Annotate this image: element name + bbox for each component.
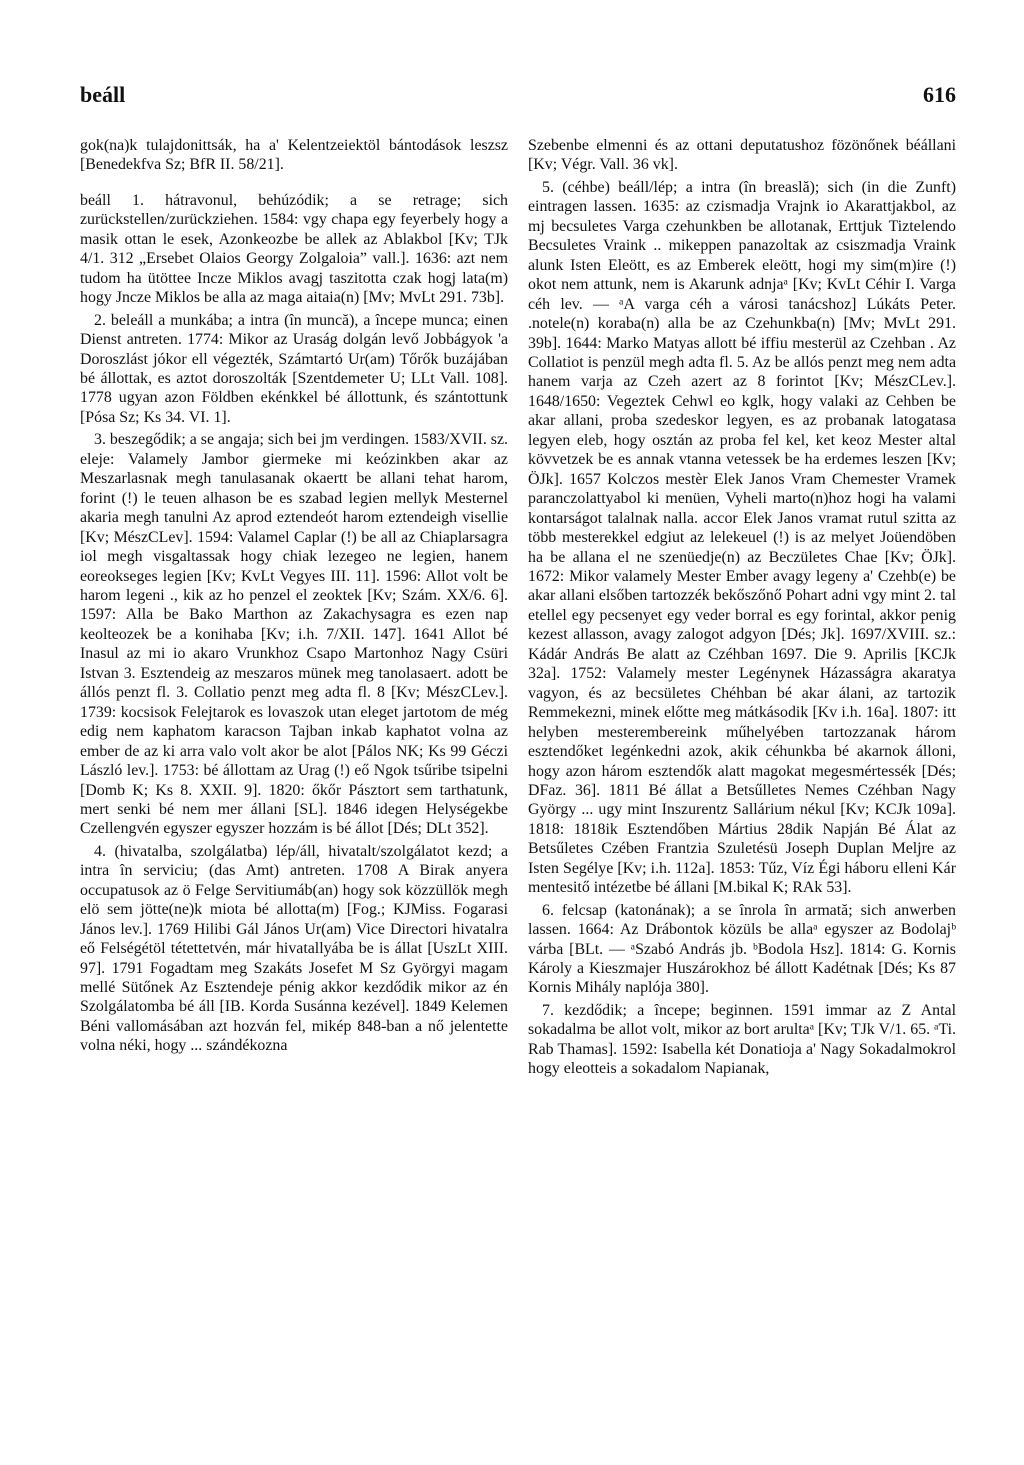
- left-column: [80, 136, 508, 1056]
- entry-paragraph: beáll 1. hátravonul, behúzódik; a se retrage; sich zurückstellen/zurückziehen. 1584: vgy chapa egy feyerbely hogy a masik ottan le esek, Azonkeozbe be allek az Ablakbol [Kv; TJk 4/1. 312 „Ersebet Olaios Georgy Zolgaloia” vall.]. 1636: azt nem tudom ha ütöttee Incze Miklos avagj taszitotta czak hogj lata(m) hogy Jncze Miklos be alla az maga aitaia(n) [Mv; MvLt 291. 73b].: [80, 191, 508, 307]
- sense-paragraph: 5. (céhbe) beáll/lép; a intra (în breaslă); sich (in die Zunft) eintragen lassen. 1635: az czismadja Vrajnk io Akarattjakbol, az mj becsuletes Varga czehunkben be allotanak, Erttjuk Tiztelendo Becsuletes Vraink .. mikeppen panazoltak az csiszmadja Vraink alunk Isten Eleött, es az Emberek eleött, hogi my sim(m)ire (!) okot nem attunk, nem is Akarunk adnjaᵃ [Kv; KvLt Céhir I. Varga céh lev. — ᵃA varga céh a városi tanácshoz] Lúkáts Peter. .notele(n) koraba(n) alla be az Czehunkba(n) [Mv; MvLt 291. 39b]. 1644: Marko Matyas allott bé iffiu mesterül az Czehban . Az Collatiot is penzül megh adta fl. 5. Az be allós penzt meg nem adta hanem varja az Czeh azert az 8 forintot [Kv; MészCLev.]. 1648/1650: Vegeztek Cehwl eo kglk, hogy valaki az Cehben be akar allani, proba szedeskor legyen, es az probanak latogatasa legyen eleb, hogy osztán az proba fel kel, ket keoz Mester altal kövvetzek be es annak vtanna vetessek be ha erdemes leszen [Kv; ÖJk]. 1657 Kolczos mestèr Elek Janos Vram Chemester Vramek paranczolattyabol ki menüen, Vyheli marto(n)hoz hogi ha valami kontarságot talalnak nalla. accor Elek Janos vramat rutul szitta az több mesterekkel edgiut az lelekeuel (!) is az melyet Joüendöben ha be allana el ne szenüedje(n) az Beczületes Chae [Kv; ÖJk]. 1672: Mikor valamely Mester Ember avagy legeny a' Czehb(e) be akar allani elsőben tartozzék bekőszőnő Pohart adni vgy mint 2. tal etellel egy pecsenyet egy veder borral es egy forintal, akkor penig kezest allasson, avagy zalogot adgyon [Dés; Jk]. 1697/XVIII. sz.: Kádár András Be alatt az Czéhban 1697. Die 9. Aprilis [KCJk 32a]. 1752: Valamely mester Legénynek Házasságra akaratya vagyon, és az becsületes Chéhban bé akar álani, az tartozik Remmekezni, minek előtte meg mátkásodik [Kv i.h. 16a]. 1807: itt helyben mesterembereink műhelyében tartozzanak három esztendőket legénkedni azok, akik céhunkba bé akarnok álloni, hogy azon három esztendők alatt magokat megesmértessék [Dés; DFaz. 36]. 1811 Bé állat a Betsűlletes Nemes Czéhban Nagy György ... ugy mint Inszurentz Sallárium nékul [Kv; KCJk 109a]. 1818: 1818ik Esztendőben Mártius 28dik Napján Bé Álat az Betsűletes Czében Frantzia Szuletésü Joseph Duplan Meljre az Isten Segélye [Kv; i.h. 112a]. 1853: Tűz, Víz Égi háboru elleni Kár mentesitő intézetbe bé állani [M.bikal K; RAk 53].: [528, 178, 956, 897]
- sense-paragraph: 3. beszegődik; a se angaja; sich bei jm verdingen. 1583/XVII. sz. eleje: Valamely Jambor giermeke mi keózinkben akar az Meszarlasnak megh tanulasanak okaertt be allani tehat harom, forint (!) le teuen alhason be es szabad legien mellyk Mesternel akaria megh tanulni Az aprod eztendeót harom eztendeigh visellie [Kv; MészCLev]. 1594: Valamel Caplar (!) be all az Chiaplarsagra iol megh visgaltassak hogy chiak lezegeo ne legien, hanem eoreokseges legien [Kv; KvLt Vegyes III. 11]. 1596: Allot volt be harom legeni ., kik az ho penzel el zeoktek [Kv; Szám. XX/6. 6]. 1597: Alla be Bako Marthon az Zakachysagra es ezen nap keolteozek be a konihaba [Kv; i.h. 7/XII. 147]. 1641 Allot bé Inasul az mi io akaro Vrunkhoz Csapo Martonhoz Nagy Csüri Istvan 3. Esztendeig az meszaros münek meg tanolasaert. adott be állós penzt fl. 3. Collatio penzt meg adta fl. 8 [Kv; MészCLev.]. 1739: kocsisok Felejtarok es lovaszok utan eleget jartotom de még edig nem kaphatom karacson Tajban inkab kaphatot volna az ember de az ki arra valo volt akor be alot [Pálos NK; Ks 99 Géczi László lev.]. 1753: bé állottam az Urag (!) eő Ngok tsűribe tsipelni [Domb K; Ks 8. XXII. 9]. 1820: őkőr Pásztort sem tarthatunk, mert senki bé nem mer állani [SL]. 1846 idegen Helységekbe Czellengvén egyszer egyszer hozzám is bé állot [Dés; DLt 352].: [80, 431, 508, 838]
- paragraph: gok(na)k tulajdonittsák, ha a' Kelentzeiektöl bántodások leszsz [Benedekfva Sz; BfR II. 58/21].: [80, 137, 508, 174]
- paragraph: Szebenbe elmenni és az ottani deputatushoz fözönőnek béállani [Kv; Végr. Vall. 36 vk].: [528, 137, 956, 174]
- sense-paragraph: 7. kezdődik; a începe; beginnen. 1591 immar az Z Antal sokadalma be allot volt, mikor az bort arultaᵃ [Kv; TJk V/1. 65. ᵃTi. Rab Thamas]. 1592: Isabella két Donatioja a' Nagy Sokadalmokrol hogy eleotteis a sokadalom Napianak,: [528, 1001, 956, 1078]
- sense-paragraph: 2. beleáll a munkába; a intra (în muncă), a începe munca; einen Dienst antreten. 1774: Mikor az Uraság dolgán levő Jobbágyok 'a Doroszlást jókor ell végezték, Számtartó Ur(am) Tőrők buzájában bé állottak, es aztot doroszolták [Szentdemeter U; LLt Vall. 108]. 1778 ugyan azon Földben ekénkkel bé állottunk, és szántottunk [Pósa Sz; Ks 34. VI. 1].: [80, 311, 508, 426]
- sense-paragraph: 4. (hivatalba, szolgálatba) lép/áll, hivatalt/szolgálatot kezd; a intra în serviciu; (das Amt) antreten. 1708 A Birak anyera occupatusok az ö Felge Servitiumáb(an) hogy sok közzüllök megh elö sem jötte(ne)k miota bé allotta(m) [Fog.; KJMiss. Fogarasi János lev.]. 1769 Hilibi Gál János Ur(am) Vice Directori hivatalra eő Felségétöl tétettetvén, már hivatallyába be is állat [UszLt XIII. 97]. 1791 Fogadtam meg Szakáts Josefet M Sz Györgyi magam mellé Sütőnek Az Esztendeje pénig akkor kezdődik mikor az én Szolgálatomba bé áll [IB. Korda Susánna kezével]. 1849 Kelemen Béni vallomásában azt hozván fel, mikép 848-ban a nő jelentette volna néki, hogy ... szándékozna: [80, 842, 508, 1055]
- right-column: [528, 136, 956, 1079]
- sense-paragraph: 6. felcsap (katonának); a se înrola în armată; sich anwerben lassen. 1664: Az Drábontok közüls be allaᵃ egyszer az Bodolajᵇ várba [BLt. — ᵃSzabó András jb. ᵇBodola Hsz]. 1814: G. Kornis Károly a Kieszmajer Huszárokhoz bé állott Kadétnak [Dés; Ks 87 Kornis Mihály naplója 380].: [528, 901, 956, 997]
- running-headword: beáll: [80, 82, 126, 107]
- page-header: [80, 82, 956, 118]
- page-number: 616: [923, 82, 956, 107]
